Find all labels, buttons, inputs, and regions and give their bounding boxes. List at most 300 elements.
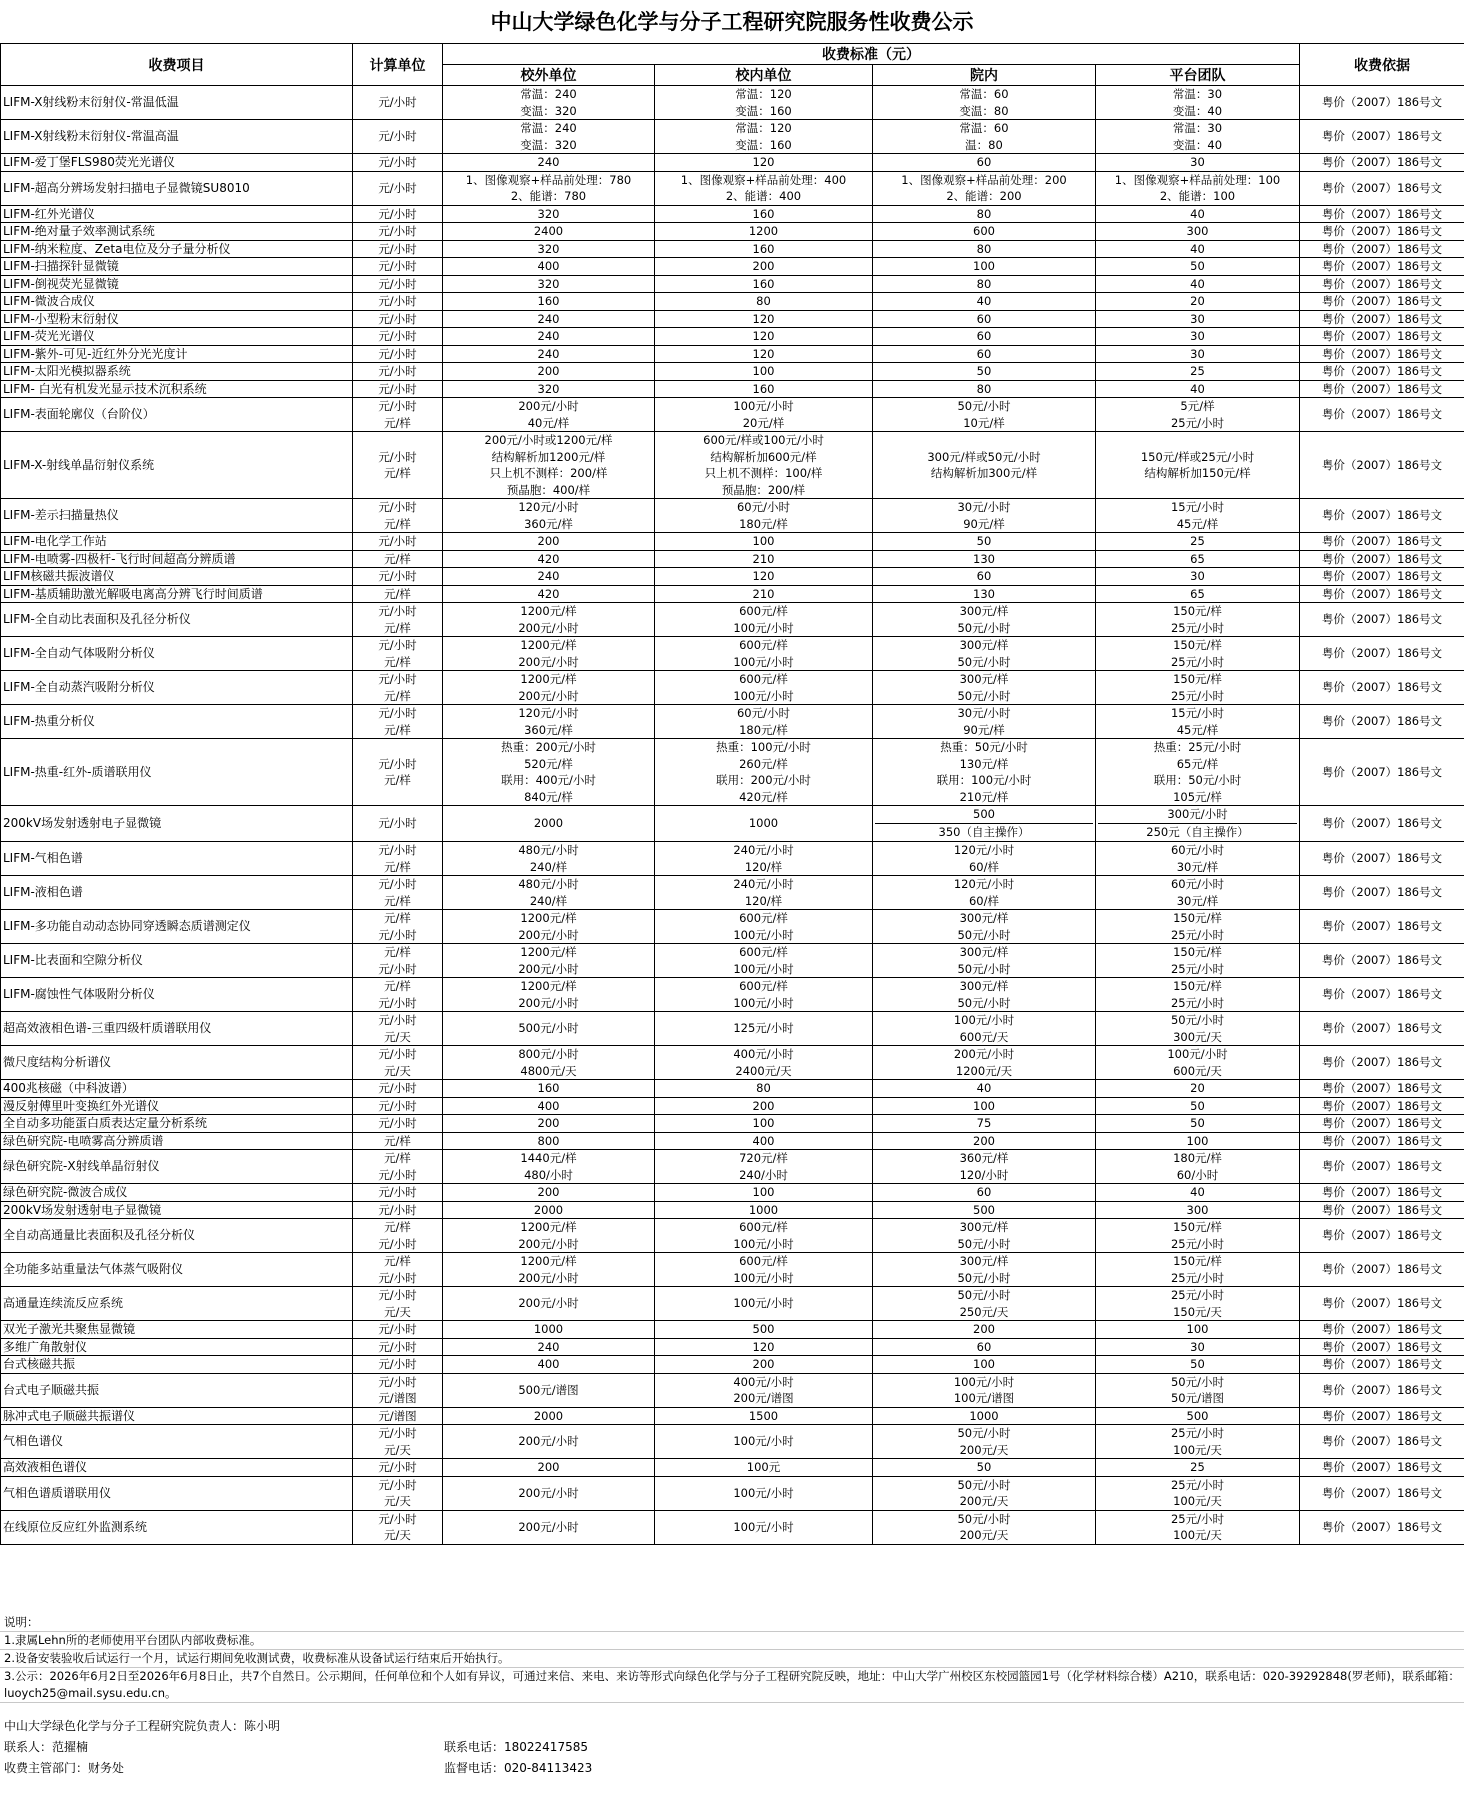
- price-platform: [1096, 1132, 1300, 1150]
- table-row: [1, 1356, 1464, 1374]
- price-line: 1200元/样: [520, 911, 577, 925]
- price-line: 200: [537, 1460, 560, 1474]
- unit-line: 元/小时: [378, 927, 417, 942]
- header-standard: 收费标准（元）: [443, 44, 1300, 65]
- price-line: 240元/小时: [733, 877, 794, 891]
- unit-line: 元/样: [384, 415, 411, 430]
- item-name: LIFM-小型粉末衍射仪: [1, 310, 353, 328]
- price-line: 常温：60: [959, 121, 1009, 135]
- price-line: 25元/小时: [1170, 927, 1224, 942]
- price-line: 240: [537, 329, 560, 343]
- price-platform: [1096, 533, 1300, 551]
- unit-line: 元/样: [384, 722, 411, 737]
- price-internal: [655, 1115, 873, 1133]
- price-line: 100元/小时: [733, 961, 794, 976]
- price-line: 80: [976, 381, 992, 396]
- price-institute: [873, 739, 1096, 806]
- price-line: 600元/天: [959, 1029, 1009, 1044]
- unit-line: 元/样: [384, 1254, 411, 1268]
- price-line: 变温：160: [735, 103, 792, 118]
- price-platform: [1096, 910, 1300, 944]
- price-line: 30: [1190, 1339, 1205, 1354]
- price-institute: [873, 1184, 1096, 1202]
- unit-cell: [353, 1097, 443, 1115]
- price-line: 50: [1190, 1098, 1205, 1113]
- price-institute: [873, 240, 1096, 258]
- price-line: 联用：400元/小时: [501, 773, 596, 787]
- unit-cell: [353, 499, 443, 533]
- unit-cell: [353, 1012, 443, 1046]
- price-line: 400: [537, 1098, 560, 1113]
- price-platform: [1096, 1356, 1300, 1374]
- note-2: 2.设备安装验收后试运行一个月，试运行期间免收测试费，收费标准从设备试运行结束后开始执行。: [0, 1650, 1464, 1668]
- unit-cell: [353, 1287, 443, 1321]
- price-line: 10元/样: [963, 415, 1005, 430]
- price-external: [443, 1356, 655, 1374]
- price-platform: [1096, 1253, 1300, 1287]
- unit-line: 元/样: [384, 620, 411, 635]
- header-external: 校外单位: [443, 65, 655, 86]
- price-line: 65元/样: [1176, 756, 1219, 771]
- price-line: 360元/样: [524, 516, 573, 531]
- price-line: 210: [752, 586, 775, 601]
- price-line: 60: [976, 1339, 992, 1354]
- price-external: [443, 910, 655, 944]
- price-external: [443, 398, 655, 432]
- table-row: [1, 398, 1464, 432]
- unit-cell: [353, 345, 443, 363]
- price-line: 480元/小时: [518, 877, 579, 891]
- basis-cell: 粤价（2007）186号文: [1300, 258, 1464, 276]
- price-institute: [873, 1407, 1096, 1425]
- price-institute: [873, 363, 1096, 381]
- table-row: [1, 806, 1464, 842]
- price-line: 160: [537, 294, 560, 308]
- price-line: 25元/小时: [1170, 995, 1224, 1010]
- item-name: LIFM-微波合成仪: [1, 293, 353, 311]
- unit-line: 元/小时: [378, 569, 417, 583]
- unit-line: 元/样: [384, 516, 411, 531]
- price-internal: [655, 328, 873, 346]
- unit-line: 元/小时: [378, 1081, 417, 1095]
- price-line: 1200元/样: [520, 1220, 577, 1234]
- price-institute: [873, 1476, 1096, 1510]
- price-platform: [1096, 1201, 1300, 1219]
- unit-line: 元/小时: [378, 346, 417, 361]
- basis-cell: 粤价（2007）186号文: [1300, 842, 1464, 876]
- price-line: 25元/小时: [1170, 1511, 1224, 1526]
- price-institute: [873, 1425, 1096, 1459]
- unit-line: 元/样: [384, 979, 411, 993]
- price-line: 150元/样: [1173, 604, 1222, 618]
- footer-supervise-phone: 监督电话：020-84113423: [444, 1761, 593, 1775]
- price-platform: [1096, 1080, 1300, 1098]
- price-line: 100元/小时: [733, 620, 794, 635]
- price-line: 100: [1186, 1133, 1209, 1148]
- price-line: 480/小时: [524, 1167, 573, 1182]
- basis-cell: 粤价（2007）186号文: [1300, 398, 1464, 432]
- price-line: 600元/样或100元/小时: [703, 433, 824, 447]
- price-external: [443, 739, 655, 806]
- price-internal: [655, 1253, 873, 1287]
- price-internal: [655, 1510, 873, 1544]
- price-line: 200: [973, 1133, 995, 1148]
- price-institute: [873, 398, 1096, 432]
- unit-line: 元/小时: [378, 329, 417, 343]
- price-internal: [655, 86, 873, 120]
- price-line: 100: [1186, 1322, 1209, 1336]
- price-line: 120: [752, 346, 775, 361]
- price-line: 50元/小时: [957, 688, 1011, 703]
- price-line: 1000: [533, 1322, 564, 1336]
- table-row: [1, 171, 1464, 205]
- basis-cell: 粤价（2007）186号文: [1300, 380, 1464, 398]
- price-line: 200: [537, 1116, 560, 1130]
- price-internal: [655, 806, 873, 842]
- table-row: [1, 1012, 1464, 1046]
- price-line: 100: [752, 1185, 775, 1199]
- price-institute: [873, 944, 1096, 978]
- price-line: 250元/天: [959, 1304, 1009, 1319]
- price-line: 25: [1190, 1460, 1205, 1474]
- price-external: [443, 585, 655, 603]
- price-line: 50元/小时: [957, 1477, 1011, 1492]
- price-institute: [873, 1459, 1096, 1477]
- price-line: 100: [752, 534, 775, 548]
- unit-cell: [353, 533, 443, 551]
- basis-cell: 粤价（2007）186号文: [1300, 603, 1464, 637]
- price-line: 1200元/天: [955, 1063, 1013, 1078]
- fee-table: [0, 43, 1464, 1545]
- basis-cell: 粤价（2007）186号文: [1300, 86, 1464, 120]
- price-external: [443, 550, 655, 568]
- item-name: LIFM-荧光光谱仪: [1, 328, 353, 346]
- price-line: 200元/小时或1200元/样: [484, 433, 613, 447]
- price-line: 150元/样: [1173, 911, 1222, 925]
- price-internal: [655, 432, 873, 499]
- price-line: 60元/小时: [1170, 843, 1224, 857]
- price-line: 80: [976, 276, 992, 291]
- price-line: 常温：30: [1172, 87, 1223, 101]
- price-line: 600元/样: [739, 911, 788, 925]
- price-institute: [873, 910, 1096, 944]
- price-internal: [655, 1476, 873, 1510]
- unit-line: 元/小时: [378, 534, 417, 548]
- unit-cell: [353, 637, 443, 671]
- item-name: 400兆核磁（中科波谱）: [1, 1080, 353, 1098]
- table-row: [1, 1132, 1464, 1150]
- item-name: 高效液相色谱仪: [1, 1459, 353, 1477]
- unit-cell: [353, 1184, 443, 1202]
- price-internal: [655, 1407, 873, 1425]
- basis-cell: 粤价（2007）186号文: [1300, 1080, 1464, 1098]
- price-line: 50元/小时: [957, 399, 1011, 413]
- item-name: LIFM-电喷雾-四极杆-飞行时间超高分辨质谱: [1, 550, 353, 568]
- price-external: [443, 1115, 655, 1133]
- price-platform: [1096, 398, 1300, 432]
- price-line: 600元/天: [1173, 1063, 1222, 1078]
- price-external: [443, 1097, 655, 1115]
- price-external: [443, 603, 655, 637]
- price-line: 2400元/天: [735, 1063, 792, 1078]
- price-institute: [873, 345, 1096, 363]
- item-name: LIFM-腐蚀性气体吸附分析仪: [1, 978, 353, 1012]
- price-line: 1200元/样: [520, 638, 577, 652]
- basis-cell: 粤价（2007）186号文: [1300, 705, 1464, 739]
- price-line: 200元/小时: [518, 654, 579, 669]
- price-external: [443, 1287, 655, 1321]
- price-external: [443, 363, 655, 381]
- price-line: 400: [537, 1357, 560, 1371]
- unit-line: 元/天: [384, 1029, 411, 1044]
- table-row: [1, 380, 1464, 398]
- price-line: 50元/小时: [957, 961, 1011, 976]
- unit-cell: [353, 876, 443, 910]
- basis-cell: 粤价（2007）186号文: [1300, 1253, 1464, 1287]
- price-line: 联用：50元/小时: [1153, 773, 1242, 787]
- price-external: [443, 1407, 655, 1425]
- price-line: 500: [1186, 1408, 1209, 1423]
- price-line: 480元/小时: [518, 843, 579, 857]
- unit-cell: [353, 120, 443, 154]
- price-line: 40: [1190, 206, 1205, 221]
- price-line: 200: [537, 1185, 560, 1199]
- table-row: [1, 1184, 1464, 1202]
- price-line: 120: [752, 569, 775, 583]
- table-row: [1, 705, 1464, 739]
- price-line: 200元/小时: [518, 1434, 579, 1449]
- basis-cell: 粤价（2007）186号文: [1300, 293, 1464, 311]
- header-basis: 收费依据: [1300, 44, 1464, 86]
- price-institute: [873, 154, 1096, 172]
- price-internal: [655, 120, 873, 154]
- price-line: 200元/小时: [518, 1270, 579, 1285]
- table-row: [1, 637, 1464, 671]
- unit-line: 元/样: [384, 911, 411, 925]
- price-line: 常温：60: [959, 87, 1009, 101]
- unit-cell: [353, 1373, 443, 1407]
- basis-cell: 粤价（2007）186号文: [1300, 1012, 1464, 1046]
- price-institute: [873, 1046, 1096, 1080]
- price-line: 120/小时: [959, 1167, 1009, 1182]
- item-name: LIFM-超高分辨场发射扫描电子显微镜SU8010: [1, 171, 353, 205]
- price-line: 1500: [748, 1408, 779, 1423]
- price-internal: [655, 910, 873, 944]
- item-name: LIFM-全自动气体吸附分析仪: [1, 637, 353, 671]
- price-platform: [1096, 171, 1300, 205]
- price-line: 120元/小时: [518, 706, 579, 720]
- unit-cell: [353, 380, 443, 398]
- unit-line: 元/天: [384, 1442, 411, 1457]
- price-line: 500: [752, 1322, 775, 1336]
- price-line: 800: [537, 1133, 560, 1148]
- unit-cell: [353, 363, 443, 381]
- basis-cell: 粤价（2007）186号文: [1300, 1097, 1464, 1115]
- price-line: 2000: [533, 1408, 564, 1423]
- price-line: 420元/样: [739, 789, 788, 804]
- unit-cell: [353, 432, 443, 499]
- price-line: 50元/小时: [957, 1511, 1011, 1526]
- unit-line: 元/样: [384, 893, 411, 908]
- price-line: 120: [752, 329, 775, 343]
- price-line: 200元/小时: [518, 399, 579, 413]
- table-row: [1, 345, 1464, 363]
- price-line: 100元/小时: [733, 1485, 794, 1500]
- unit-line: 元/小时: [378, 706, 417, 720]
- price-line: 25元/小时: [1170, 688, 1224, 703]
- price-platform: [1096, 154, 1300, 172]
- unit-cell: [353, 944, 443, 978]
- price-internal: [655, 603, 873, 637]
- table-row: [1, 1459, 1464, 1477]
- price-line: 只上机不测样：100/样: [704, 466, 823, 480]
- unit-line: 元/样: [384, 654, 411, 669]
- price-line: 200元/谱图: [733, 1391, 794, 1405]
- price-line: 150元/样: [1173, 979, 1222, 993]
- price-line: 90元/样: [963, 516, 1005, 531]
- header-institute: 院内: [873, 65, 1096, 86]
- price-line: 200元/小时: [518, 1485, 579, 1500]
- price-line: 50: [976, 1460, 992, 1474]
- price-internal: [655, 533, 873, 551]
- price-institute: [873, 223, 1096, 241]
- header-platform: 平台团队: [1096, 65, 1300, 86]
- basis-cell: 粤价（2007）186号文: [1300, 1476, 1464, 1510]
- table-row: [1, 1150, 1464, 1184]
- price-line: 25元/小时: [1170, 620, 1224, 635]
- basis-cell: 粤价（2007）186号文: [1300, 1132, 1464, 1150]
- price-line: 600元/样: [739, 979, 788, 993]
- item-name: LIFM-全自动蒸汽吸附分析仪: [1, 671, 353, 705]
- table-row: [1, 1219, 1464, 1253]
- table-row: [1, 293, 1464, 311]
- price-line: 105元/样: [1173, 789, 1222, 804]
- item-name: 高通量连续流反应系统: [1, 1287, 353, 1321]
- price-internal: [655, 240, 873, 258]
- item-name: LIFM-气相色谱: [1, 842, 353, 876]
- unit-line: 元/小时: [378, 1236, 417, 1251]
- price-platform: [1096, 1287, 1300, 1321]
- price-institute: [873, 1510, 1096, 1544]
- price-platform: [1096, 363, 1300, 381]
- basis-cell: 粤价（2007）186号文: [1300, 310, 1464, 328]
- unit-line: 元/小时: [378, 1167, 417, 1182]
- price-line: 变温：320: [520, 137, 577, 152]
- price-line: 40: [1190, 276, 1205, 291]
- price-line: 100元/小时: [733, 1434, 794, 1449]
- price-line: 300元/样: [959, 945, 1009, 959]
- price-platform: [1096, 1425, 1300, 1459]
- price-line: 100元/小时: [733, 1236, 794, 1251]
- price-external: [443, 705, 655, 739]
- unit-line: 元/小时: [378, 129, 417, 144]
- unit-line: 元/小时: [378, 1357, 417, 1371]
- price-internal: [655, 568, 873, 586]
- price-internal: [655, 842, 873, 876]
- price-line: 25元/小时: [1170, 1426, 1224, 1440]
- price-line: 30元/小时: [957, 500, 1011, 514]
- price-internal: [655, 293, 873, 311]
- item-name: LIFM核磁共振波谱仪: [1, 568, 353, 586]
- price-line: 240/样: [529, 859, 568, 874]
- item-name: LIFM-液相色谱: [1, 876, 353, 910]
- unit-line: 元/谱图: [378, 1391, 417, 1405]
- price-line: 2400: [533, 224, 564, 238]
- price-line: 160: [537, 1081, 560, 1095]
- price-external: [443, 1012, 655, 1046]
- price-line: 300: [1186, 1202, 1209, 1217]
- basis-cell: 粤价（2007）186号文: [1300, 1287, 1464, 1321]
- item-name: LIFM-扫描探针显微镜: [1, 258, 353, 276]
- unit-cell: [353, 603, 443, 637]
- price-line: 240: [537, 569, 560, 583]
- unit-cell: [353, 240, 443, 258]
- price-line: 80: [756, 294, 771, 308]
- price-line: 200元/小时: [518, 1519, 579, 1534]
- basis-cell: 粤价（2007）186号文: [1300, 171, 1464, 205]
- price-line: 100: [752, 1116, 775, 1130]
- item-name: LIFM-比表面和空隙分析仪: [1, 944, 353, 978]
- price-line: 50元/小时: [957, 995, 1011, 1010]
- price-internal: [655, 310, 873, 328]
- price-external: [443, 1184, 655, 1202]
- item-name: LIFM-X射线粉末衍射仪-常温低温: [1, 86, 353, 120]
- item-name: LIFM-多功能自动动态协同穿透瞬态质谱测定仪: [1, 910, 353, 944]
- table-row: [1, 310, 1464, 328]
- basis-cell: 粤价（2007）186号文: [1300, 240, 1464, 258]
- price-institute: [873, 1321, 1096, 1339]
- price-institute: [873, 1115, 1096, 1133]
- unit-cell: [353, 1080, 443, 1098]
- price-external: [443, 275, 655, 293]
- price-internal: [655, 944, 873, 978]
- unit-line: 元/小时: [378, 224, 417, 238]
- price-line: 30元/小时: [957, 706, 1011, 720]
- price-line: 240: [537, 1339, 560, 1354]
- footer-contact: 联系人：范擢楠: [4, 1740, 89, 1754]
- price-line: 500元/小时: [518, 1021, 579, 1036]
- item-name: 超高效液相色谱-三重四级杆质谱联用仪: [1, 1012, 353, 1046]
- price-line: 50元/小时: [957, 654, 1011, 669]
- price-line: 160: [752, 276, 775, 291]
- price-line: 25元/小时: [1170, 961, 1224, 976]
- price-line: 100元/谱图: [953, 1391, 1015, 1405]
- price-line: 80: [976, 206, 992, 221]
- price-institute: [873, 568, 1096, 586]
- unit-cell: [353, 568, 443, 586]
- unit-cell: [353, 1338, 443, 1356]
- basis-cell: 粤价（2007）186号文: [1300, 978, 1464, 1012]
- unit-line: 元/样: [384, 551, 411, 566]
- price-platform: [1096, 1012, 1300, 1046]
- price-line: 100: [752, 364, 775, 378]
- basis-cell: 粤价（2007）186号文: [1300, 345, 1464, 363]
- price-line: 60: [976, 329, 992, 343]
- price-external: [443, 671, 655, 705]
- price-line: 变温：320: [520, 103, 577, 118]
- price-line: 200: [973, 1322, 995, 1336]
- unit-cell: [353, 1201, 443, 1219]
- price-line: 360元/样: [524, 722, 573, 737]
- price-internal: [655, 1097, 873, 1115]
- basis-cell: 粤价（2007）186号文: [1300, 275, 1464, 293]
- item-name: 在线原位反应红外监测系统: [1, 1510, 353, 1544]
- unit-line: 元/小时: [378, 961, 417, 976]
- price-line: 150元/样: [1173, 945, 1222, 959]
- price-platform: [1096, 223, 1300, 241]
- price-line: 40: [1190, 241, 1205, 256]
- price-line: 2、能谱：400: [725, 189, 802, 203]
